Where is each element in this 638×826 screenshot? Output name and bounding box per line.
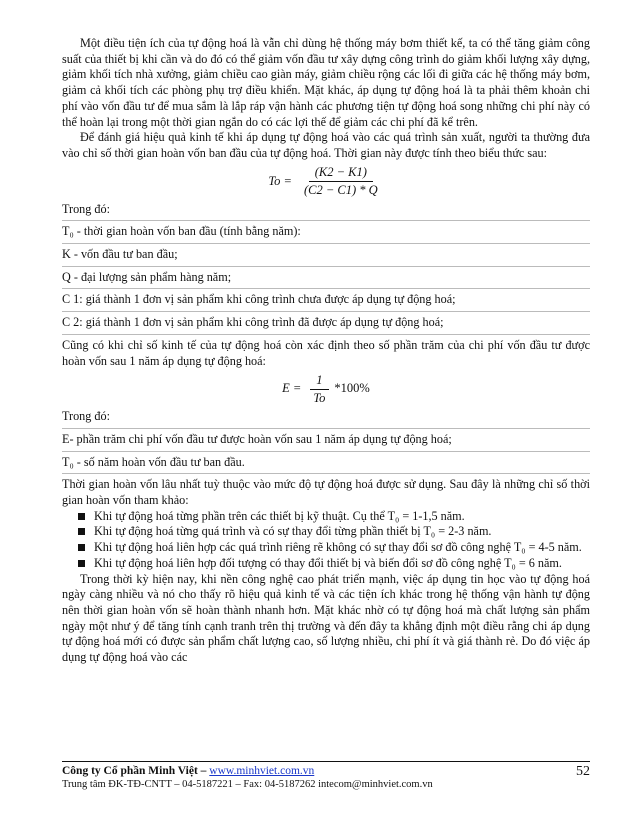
page-footer — [62, 761, 590, 790]
formula1-denominator: (C2 − C1) * Q — [303, 183, 378, 198]
payback-list — [62, 509, 590, 572]
list-item: Khi tự động hoá liên hợp các quá trình riêng rẽ không có sự thay đổi sơ đồ công nghệ T₀ = 4-5 năm. — [76, 540, 590, 556]
formula2-lhs: E = — [282, 381, 302, 396]
document-body — [62, 36, 590, 666]
defs1-heading: Trong đó: — [62, 201, 110, 216]
formula-payback-time — [62, 162, 590, 202]
paragraph-reference: Thời gian hoàn vốn lâu nhất tuỳ thuộc vào mức độ tự động hoá được sử dụng. Sau đây là những chỉ số thời gian hoàn vốn tham khảo: — [62, 477, 590, 508]
paragraph-conclusion: Trong thời kỳ hiện nay, khi nền công nghệ cao phát triển mạnh, việc áp dụng tin học vào tự động hoá ngày càng nhiều và nó cho thấy rõ hiệu quả kinh tế và các tiện ích khác trong hệ thống vận hành tự động nên thời gian hoàn vốn sẽ hoàn thành nhanh hơn. Mặt khác nhờ có tự động hoá mà chất lượng sản phẩm ngày một như ý để tăng tính cạnh tranh trên thị trường và đến đây ta khẳng định một điều rằng chi áp dụng tự động hoá mới có được sản phẩm chất lượng cao, số lượng nhiều, chi phí ít và giá thành rẻ. Do đó việc áp dụng tự động hoá vào các — [62, 571, 590, 665]
formula2-rhs: *100% — [334, 381, 370, 396]
formula-percentage — [62, 369, 590, 409]
def-e: E- phần trăm chi phí vốn đầu tư được hoàn vốn sau 1 năm áp dụng tự động hoá; — [62, 431, 452, 446]
formula2-fraction — [307, 373, 331, 406]
formula1-lhs: To = — [268, 173, 292, 188]
list-item: Khi tự động hoá liên hợp đối tượng có thay đổi thiết bị và biến đổi sơ đồ công nghệ T₀ = 6 năm. — [76, 556, 590, 572]
footer-website-link[interactable]: www.minhviet.com.vn — [209, 765, 315, 777]
def-c1: C 1: giá thành 1 đơn vị sản phẩm khi công trình chưa được áp dụng tự động hoá; — [62, 292, 456, 307]
page-number: 52 — [576, 764, 590, 779]
def-q: Q - đại lượng sản phẩm hàng năm; — [62, 269, 232, 284]
def-t0: T₀ - thời gian hoàn vốn ban đầu (tính bằng năm): — [62, 224, 301, 239]
bullet-square-icon — [78, 513, 85, 520]
list-item: Khi tự động hoá từng quá trình và có sự thay đổi từng phần thiết bị T₀ = 2-3 năm. — [76, 524, 590, 540]
formula2-numerator: 1 — [310, 373, 328, 390]
paragraph-percentage: Cũng có khi chỉ số kinh tế của tự động hoá còn xác định theo số phần trăm của chi phí vốn đầu tư được hoàn vốn sau 1 năm áp dụng tự động hoá: — [62, 337, 590, 368]
bullet-square-icon — [78, 560, 85, 567]
bullet-square-icon — [78, 544, 85, 551]
formula1-fraction — [298, 165, 384, 198]
def-k: K - vốn đầu tư ban đầu; — [62, 247, 178, 262]
footer-contact: Trung tâm ĐK-TĐ-CNTT – 04-5187221 – Fax: 04-5187262 intecom@minhviet.com.vn — [62, 779, 433, 790]
list-item: Khi tự động hoá từng phần trên các thiết bị kỹ thuật. Cụ thể T₀ = 1-1,5 năm. — [76, 509, 590, 525]
formula1-numerator: (K2 − K1) — [309, 165, 373, 182]
footer-company: Công ty Cổ phần Minh Việt – www.minhviet.com.vn — [62, 765, 315, 777]
def-t0-years: T₀ - số năm hoàn vốn đầu tư ban đầu. — [62, 454, 245, 469]
def-c2: C 2: giá thành 1 đơn vị sản phẩm khi công trình đã được áp dụng tự động hoá; — [62, 315, 444, 330]
paragraph-intro: Một điều tiện ích của tự động hoá là vẫn chỉ dùng hệ thống máy bơm thiết kế, ta có thể tăng giảm công suất của thiết bị khi cần và do đó có thể giảm vốn đầu tư xây dựng công trình do giảm khối lượng xây dựng, giảm khối tích nhà xưởng, giảm chiều cao giàn máy, giảm chiều rộng các lối đi giữa các hệ thống máy bơm, giảm cả khối tích các phòng phụ trợ điều khiển. Mặt khác, áp dụng tự động hoá là ta phải thêm khoản chi phí vào vốn đầu tư để mua sắm là lắp ráp vận hành các phương tiện tự động hoá song những chi phí này có thể hoàn lại trong một thời gian ngắn do có các lợi thế để giảm các chi phí đã kể trên. — [62, 36, 590, 129]
bullet-square-icon — [78, 528, 85, 535]
paragraph-evaluation: Để đánh giá hiệu quả kinh tế khi áp dụng tự động hoá vào các quá trình sản xuất, người ta thường đưa vào chỉ số thời gian hoàn vốn ban đầu của tự động hoá. Thời gian này được tính theo biểu thức sau: — [62, 130, 590, 160]
formula2-denominator: To — [313, 390, 326, 405]
defs2-heading: Trong đó: — [62, 409, 110, 424]
